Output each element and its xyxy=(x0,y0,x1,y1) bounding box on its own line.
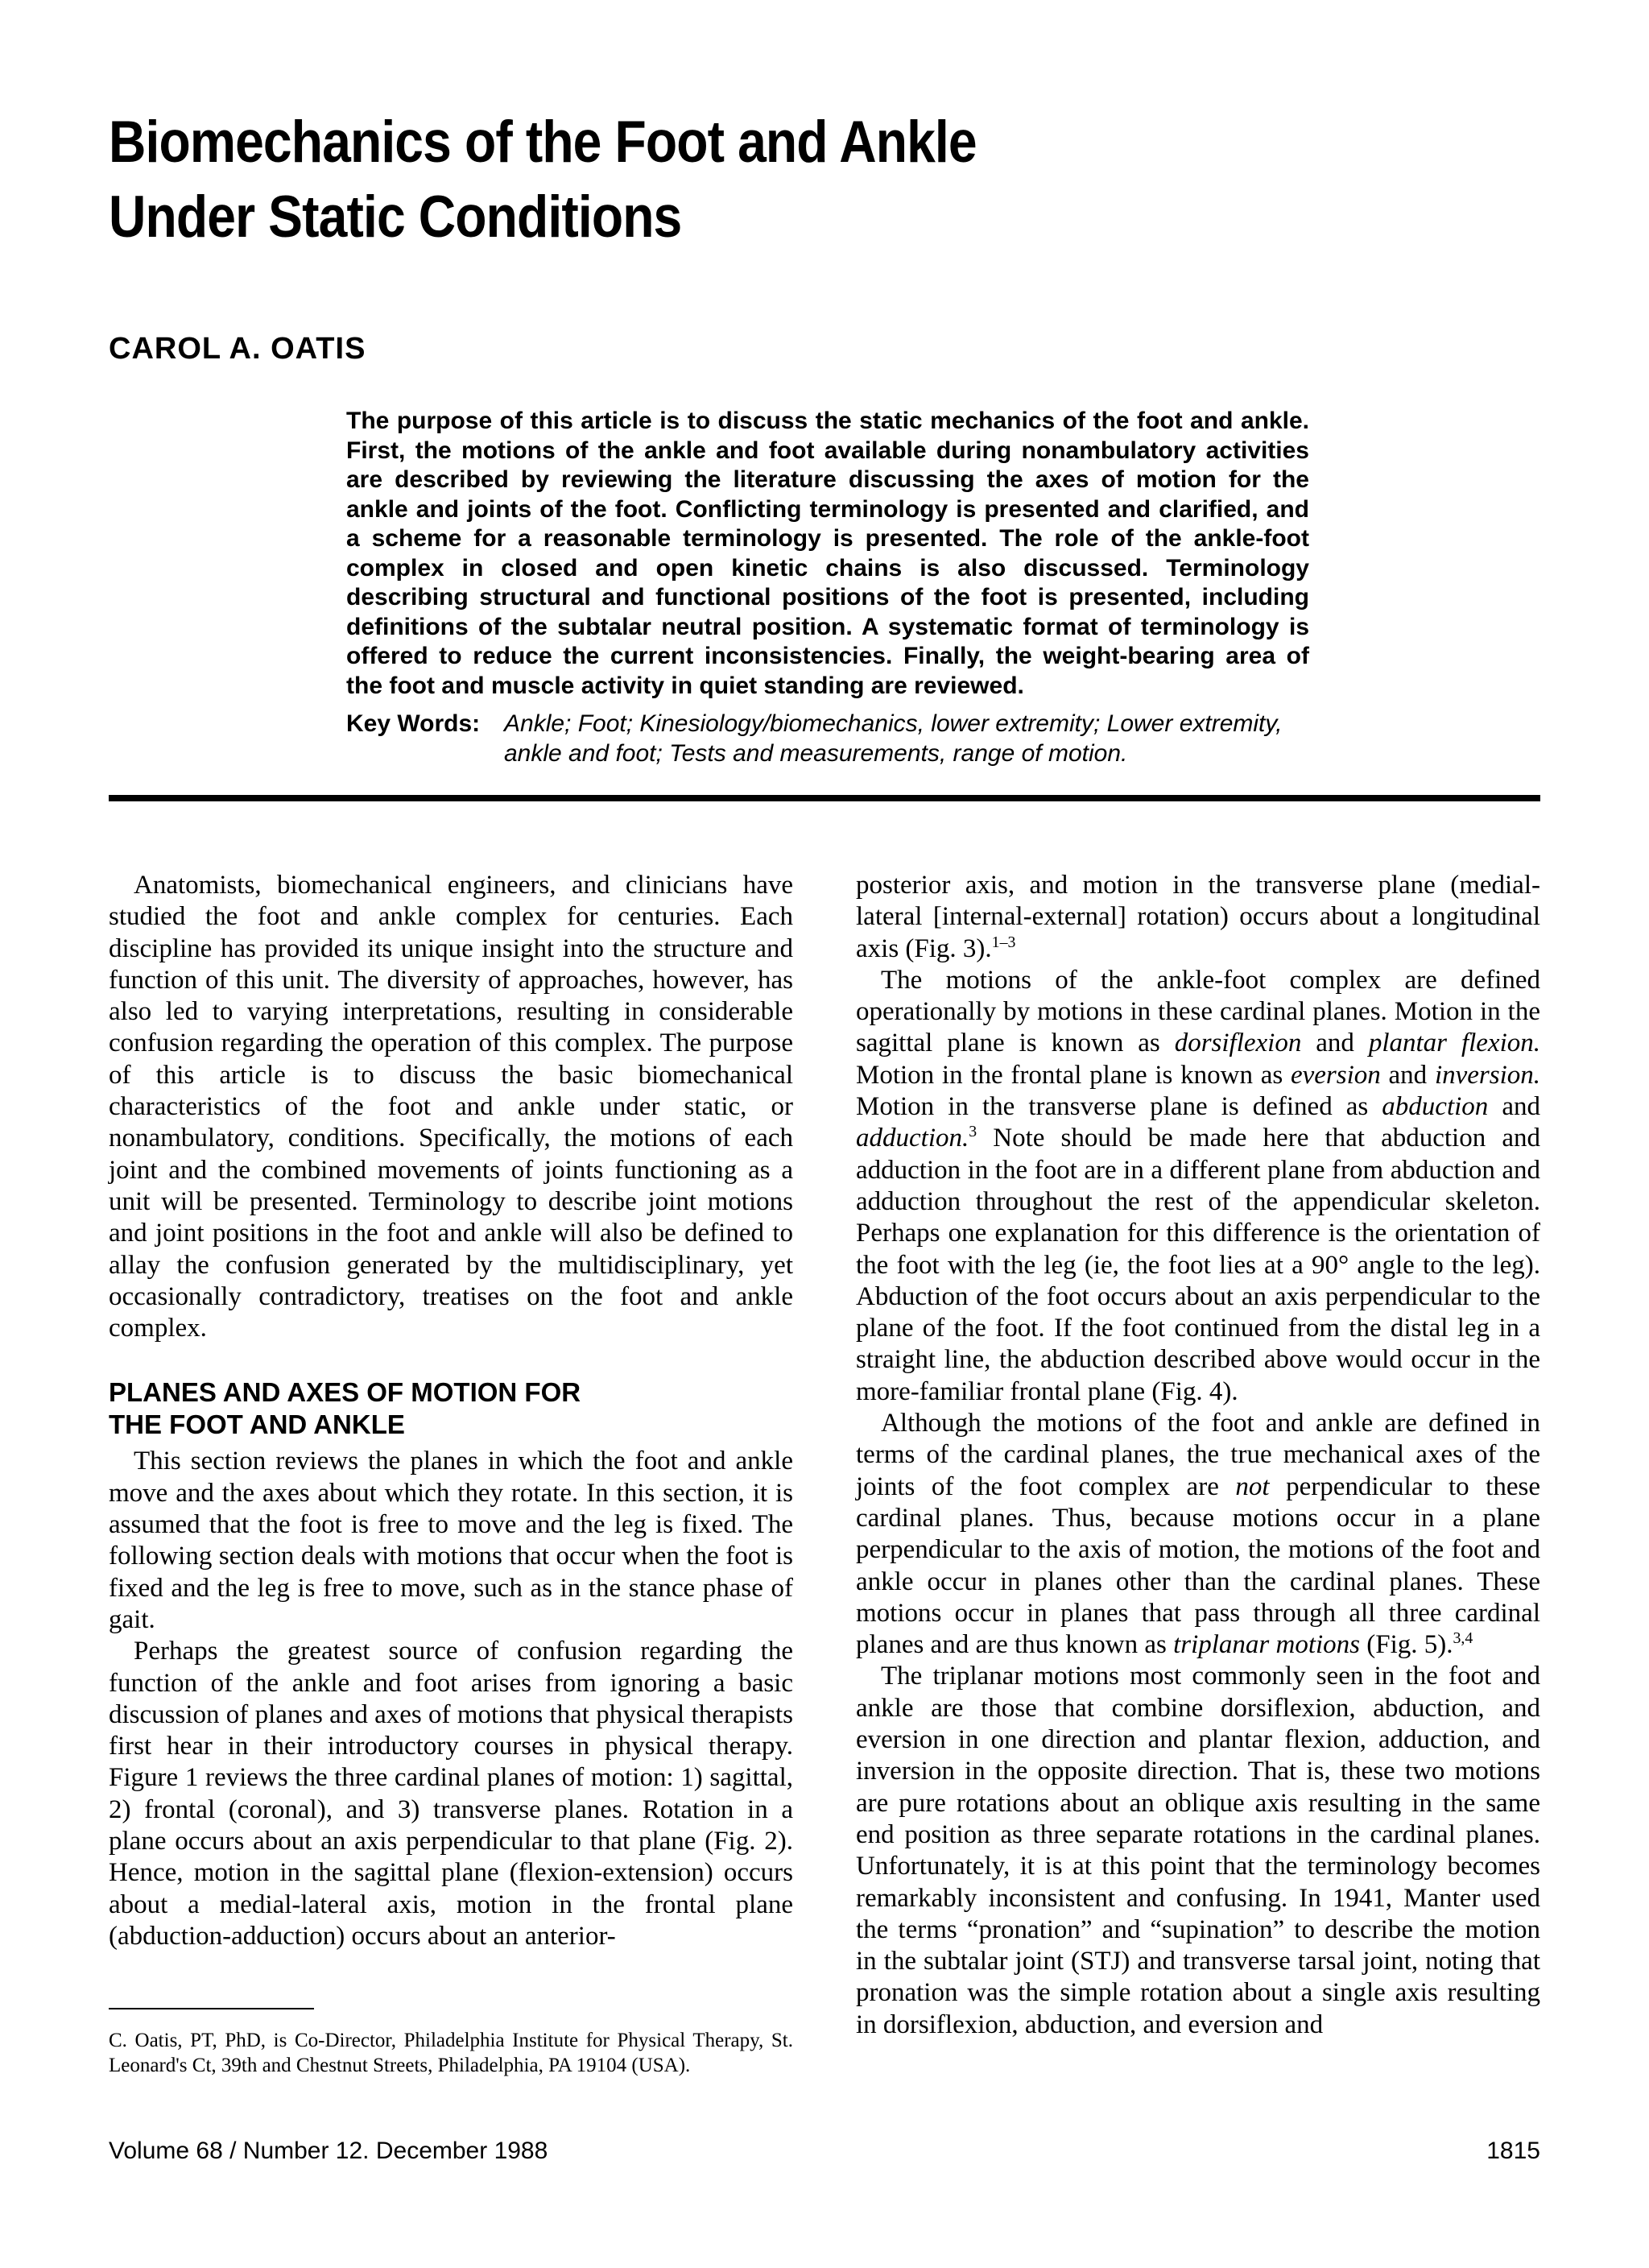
body-paragraph: The motions of the ankle-foot complex are defined operationally by motions in these cardinal planes. Motion in the sagittal plane is known as dorsiflexion and plantar flexion. Motion in the frontal plane is known as eversion and inversion. Motion in the transverse plane is defined as abduction and adduction.$^3$ Note should be made here that abduction and adduction in the foot are in a different plane from abduction and adduction throughout the rest of the appendicular skeleton. Perhaps one explanation for this difference is the orientation of the foot with the leg (ie, the foot lies at a 90° angle to the leg). Abduction of the foot occurs about an axis perpendicular to the plane of the foot. If the foot continued from the distal leg in a straight line, the abduction described above would occur in the more-familiar frontal plane (Fig. 4). xyxy=(856,965,1541,1406)
citation: 1–3 xyxy=(991,933,1016,951)
body-paragraph: Perhaps the greatest source of confusion regarding the function of the ankle and foot arises from ignoring a basic discussion of planes and axes of motions that physical therapists first hear in their introductory courses in physical therapy. Figure 1 reviews the three cardinal planes of motion: 1) sagittal, 2) frontal (coronal), and 3) transverse planes. Rotation in a plane occurs about an axis perpendicular to that plane (Fig. 2). Hence, motion in the sagittal plane (flexion-extension) occurs about a medial-lateral axis, motion in the frontal plane (abduction-adduction) occurs about an anterior- xyxy=(109,1637,793,1951)
section-heading xyxy=(109,1376,793,1441)
keywords-label: Key Words: xyxy=(346,710,481,737)
article-title xyxy=(109,105,1172,255)
section-heading-line-1: PLANES AND AXES OF MOTION FOR xyxy=(109,1377,581,1408)
citation: 3 xyxy=(969,1123,977,1141)
section-heading-line-2: THE FOOT AND ANKLE xyxy=(109,1409,405,1440)
author-footnote: C. Oatis, PT, PhD, is Co-Director, Philadelphia Institute for Physical Therapy, St. Leonard's Ct, 39th and Chestnut Streets, Philadelphia, PA 19104 (USA). xyxy=(109,2030,793,2076)
footnote-rule xyxy=(109,2008,314,2009)
abstract: The purpose of this article is to discuss the static mechanics of the foot and ankle. First, the motions of the ankle and foot available during nonambulatory activities are described by reviewing the literature discussing the axes of motion for the ankle and joints of the foot. Conflicting terminology is presented and clarified, and a scheme for a reasonable terminology is presented. The role of the ankle-foot complex in closed and open kinetic chains is also discussed. Terminology describing structural and functional positions of the foot is presented, including definitions of the subtalar neutral position. A systematic format of terminology is offered to reduce the current inconsistencies. Finally, the weight-bearing area of the foot and muscle activity in quiet standing are reviewed. xyxy=(346,408,1309,699)
title-line-2: Under Static Conditions xyxy=(109,184,682,250)
section-divider xyxy=(109,795,1540,801)
body-paragraph: posterior axis, and motion in the transverse plane (medial-lateral [internal-external] rotation) occurs about a longitudinal axis (Fig. 3).$^{1-3}$ xyxy=(856,871,1540,963)
citation: 3,4 xyxy=(1453,1629,1473,1648)
page-number: 1815 xyxy=(1486,2138,1540,2164)
body-paragraph: Although the motions of the foot and ankle are defined in terms of the cardinal planes, the true mechanical axes of the joints of the foot complex are not perpendicular to these cardinal planes. Thus, because motions occur in a plane perpendicular to the axis of motion, the motions of the foot and ankle occur in planes other than the cardinal planes. These motions occur in planes that pass through all three cardinal planes and are thus known as triplanar motions (Fig. 5).$^{3,4}$ xyxy=(856,1409,1540,1660)
title-line-1: Biomechanics of the Foot and Ankle xyxy=(109,110,977,175)
keywords xyxy=(346,709,1309,768)
body-paragraph: The triplanar motions most commonly seen in the foot and ankle are those that combine dorsiflexion, abduction, and eversion in one direction and plantar flexion, adduction, and inversion in the opposite direction. That is, these two motions are pure rotations about an oblique axis resulting in the same end position as three separate rotations in the cardinal planes. Unfortunately, it is at this point that the terminology becomes remarkably inconsistent and confusing. In 1941, Manter used the terms “pronation” and “supination” to describe the motion in the subtalar joint (STJ) and transverse tarsal joint, noting that pronation was the simple rotation about a single axis resulting in dorsiflexion, abduction, and eversion and xyxy=(856,1662,1540,2039)
body-paragraph: This section reviews the planes in which the foot and ankle move and the axes about which they rotate. In this section, it is assumed that the foot is free to move and the leg is fixed. The following section deals with motions that occur when the foot is fixed and the leg is free to move, such as in the stance phase of gait. xyxy=(109,1446,793,1634)
author-name: CAROL A. OATIS xyxy=(109,332,366,366)
keywords-text: Ankle; Foot; Kinesiology/biomechanics, lower extremity; Lower extremity, ankle and foot; Tests and measurements, range of motion. xyxy=(504,710,1283,767)
left-column xyxy=(109,870,793,1952)
intro-paragraph: Anatomists, biomechanical engineers, and clinicians have studied the foot and ankle complex for centuries. Each discipline has provided its unique insight into the structure and function of this unit. The diversity of approaches, however, has also led to varying interpretations, resulting in considerable confusion regarding the operation of this complex. The purpose of this article is to discuss the basic biomechanical characteristics of the foot and ankle under static, or nonambulatory, conditions. Specifically, the motions of each joint and the combined movements of joints functioning as a unit will be presented. Terminology to describe joint motions and joint positions in the foot and ankle will also be defined to allay the confusion generated by the multidisciplinary, yet occasionally contradictory, treatises on the foot and ankle complex. xyxy=(109,871,793,1343)
right-column xyxy=(856,870,1540,2041)
journal-issue: Volume 68 / Number 12. December 1988 xyxy=(109,2138,548,2164)
